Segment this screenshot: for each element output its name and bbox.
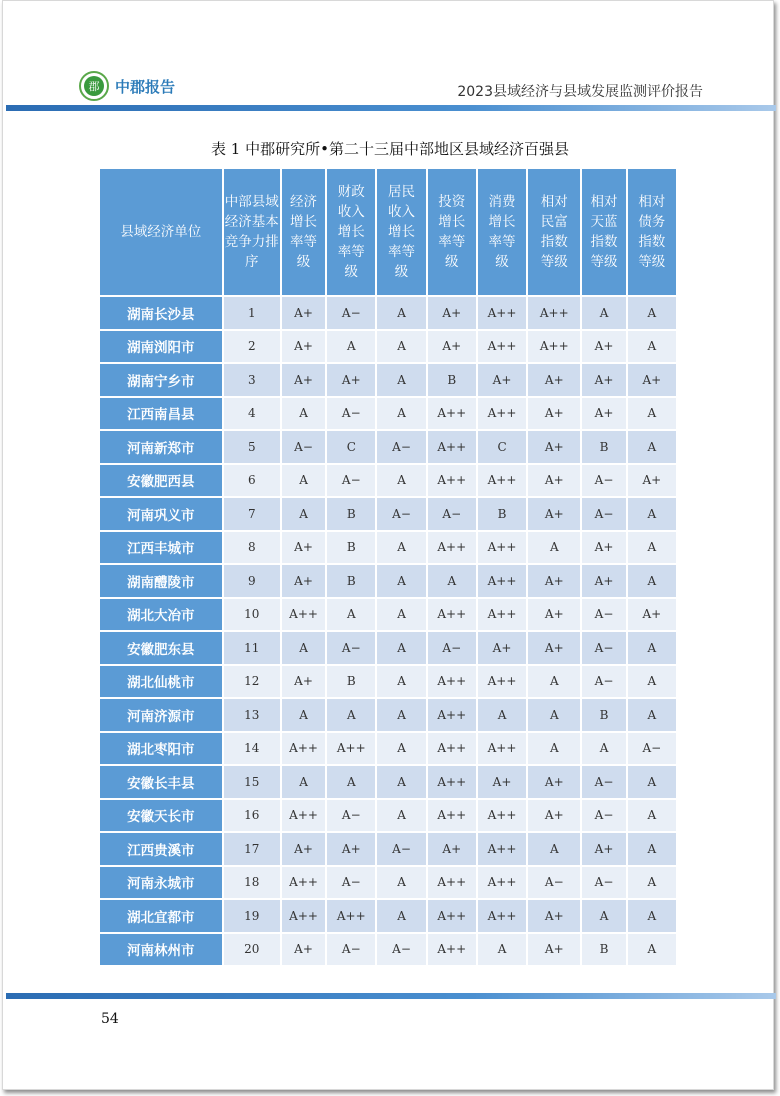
grade-cell: A++: [478, 900, 526, 932]
county-name-cell: 河南济源市: [100, 699, 222, 731]
table-row: [100, 800, 676, 832]
county-name-cell: 湖南长沙县: [100, 297, 222, 329]
grade-cell: A+: [528, 900, 580, 932]
grade-cell: A: [282, 465, 325, 497]
grade-cell: A: [377, 599, 425, 631]
rank-cell: 4: [224, 398, 280, 430]
grade-cell: A+: [528, 398, 580, 430]
grade-cell: A++: [478, 800, 526, 832]
grade-cell: B: [582, 699, 625, 731]
grade-cell: A++: [428, 599, 476, 631]
rank-cell: 12: [224, 666, 280, 698]
table-row: [100, 532, 676, 564]
grade-cell: A+: [528, 431, 580, 463]
grade-cell: A: [628, 766, 676, 798]
grade-cell: A++: [428, 867, 476, 899]
grade-cell: A−: [528, 867, 580, 899]
grade-cell: A: [377, 565, 425, 597]
table-row: [100, 934, 676, 966]
county-name-cell: 湖北大冶市: [100, 599, 222, 631]
column-header: 相对 民富 指数 等级: [528, 169, 580, 295]
grade-cell: A++: [428, 666, 476, 698]
rank-cell: 13: [224, 699, 280, 731]
grade-cell: A: [628, 666, 676, 698]
grade-cell: A++: [478, 833, 526, 865]
grade-cell: B: [327, 565, 375, 597]
grade-cell: C: [478, 431, 526, 463]
grade-cell: A+: [327, 833, 375, 865]
column-header: 县域经济单位: [100, 169, 222, 295]
county-name-cell: 河南新郑市: [100, 431, 222, 463]
grade-cell: A−: [628, 733, 676, 765]
column-header: 投资 增长 率等 级: [428, 169, 476, 295]
grade-cell: A: [377, 733, 425, 765]
rank-cell: 10: [224, 599, 280, 631]
grade-cell: A+: [528, 800, 580, 832]
rank-cell: 7: [224, 498, 280, 530]
grade-cell: A: [628, 800, 676, 832]
grade-cell: A−: [582, 632, 625, 664]
rank-cell: 11: [224, 632, 280, 664]
grade-cell: A−: [327, 934, 375, 966]
county-name-cell: 江西丰城市: [100, 532, 222, 564]
rank-cell: 9: [224, 565, 280, 597]
grade-cell: A: [628, 532, 676, 564]
grade-cell: A+: [282, 934, 325, 966]
table-row: [100, 699, 676, 731]
rank-cell: 5: [224, 431, 280, 463]
rank-cell: 1: [224, 297, 280, 329]
grade-cell: A+: [282, 532, 325, 564]
table-header-row: [100, 169, 676, 295]
grade-cell: A: [377, 699, 425, 731]
grade-cell: A−: [377, 498, 425, 530]
rank-cell: 18: [224, 867, 280, 899]
brand-name: 中郡报告: [115, 78, 176, 96]
grade-cell: A: [282, 398, 325, 430]
grade-cell: A−: [327, 632, 375, 664]
grade-cell: A−: [582, 800, 625, 832]
grade-cell: A+: [582, 833, 625, 865]
report-title: 2023县域经济与县域发展监测评价报告: [457, 84, 703, 100]
county-name-cell: 江西南昌县: [100, 398, 222, 430]
column-header: 中部县域 经济基本 竞争力排 序: [224, 169, 280, 295]
grade-cell: A+: [528, 632, 580, 664]
grade-cell: A++: [478, 599, 526, 631]
grade-cell: A++: [282, 733, 325, 765]
grade-cell: A: [628, 699, 676, 731]
county-name-cell: 河南林州市: [100, 934, 222, 966]
grade-cell: A+: [528, 766, 580, 798]
county-name-cell: 湖南宁乡市: [100, 364, 222, 396]
county-name-cell: 湖南醴陵市: [100, 565, 222, 597]
column-header: 相对 债务 指数 等级: [628, 169, 676, 295]
grade-cell: A: [582, 297, 625, 329]
table-row: [100, 900, 676, 932]
grade-cell: A: [327, 599, 375, 631]
grade-cell: A++: [428, 431, 476, 463]
table-body: [100, 297, 676, 965]
grade-cell: A: [377, 867, 425, 899]
grade-cell: A: [377, 465, 425, 497]
grade-cell: B: [327, 666, 375, 698]
rank-cell: 3: [224, 364, 280, 396]
table-row: [100, 465, 676, 497]
grade-cell: A++: [428, 532, 476, 564]
grade-cell: A−: [377, 431, 425, 463]
grade-cell: A−: [582, 867, 625, 899]
logo-char: 郡: [84, 76, 104, 96]
grade-cell: A: [628, 900, 676, 932]
grade-cell: A: [628, 867, 676, 899]
grade-cell: A+: [428, 297, 476, 329]
table-row: [100, 297, 676, 329]
rank-cell: 20: [224, 934, 280, 966]
grade-cell: A++: [327, 733, 375, 765]
grade-cell: A+: [628, 465, 676, 497]
grade-cell: A: [282, 766, 325, 798]
grade-cell: A+: [282, 833, 325, 865]
grade-cell: A: [628, 565, 676, 597]
table-row: [100, 498, 676, 530]
grade-cell: A++: [478, 297, 526, 329]
column-header: 消费 增长 率等 级: [478, 169, 526, 295]
grade-cell: A++: [428, 733, 476, 765]
grade-cell: A: [582, 733, 625, 765]
grade-cell: A: [528, 532, 580, 564]
table-row: [100, 733, 676, 765]
table-row: [100, 431, 676, 463]
grade-cell: A−: [582, 465, 625, 497]
grade-cell: A++: [478, 867, 526, 899]
grade-cell: A−: [377, 833, 425, 865]
grade-cell: C: [327, 431, 375, 463]
table-row: [100, 599, 676, 631]
grade-cell: A+: [478, 632, 526, 664]
grade-cell: A+: [478, 364, 526, 396]
grade-cell: A: [377, 900, 425, 932]
grade-cell: A++: [478, 532, 526, 564]
grade-cell: A++: [528, 297, 580, 329]
rank-cell: 17: [224, 833, 280, 865]
grade-cell: A+: [282, 297, 325, 329]
grade-cell: A: [282, 699, 325, 731]
grade-cell: A: [377, 666, 425, 698]
county-name-cell: 河南巩义市: [100, 498, 222, 530]
table-row: [100, 833, 676, 865]
grade-cell: A−: [327, 800, 375, 832]
grade-cell: A−: [282, 431, 325, 463]
grade-cell: A++: [282, 800, 325, 832]
grade-cell: B: [327, 498, 375, 530]
column-header: 经济 增长 率等 级: [282, 169, 325, 295]
grade-cell: A+: [528, 498, 580, 530]
grade-cell: A++: [478, 565, 526, 597]
grade-cell: A++: [428, 699, 476, 731]
rank-cell: 14: [224, 733, 280, 765]
grade-cell: A: [528, 666, 580, 698]
grade-cell: A−: [428, 632, 476, 664]
grade-cell: A+: [282, 666, 325, 698]
grade-cell: A−: [327, 297, 375, 329]
county-name-cell: 湖北宜都市: [100, 900, 222, 932]
grade-cell: A+: [282, 565, 325, 597]
table-row: [100, 766, 676, 798]
column-header: 相对 天蓝 指数 等级: [582, 169, 625, 295]
grade-cell: A: [428, 565, 476, 597]
grade-cell: A−: [377, 934, 425, 966]
grade-cell: A+: [528, 364, 580, 396]
grade-cell: A−: [327, 398, 375, 430]
grade-cell: A−: [327, 465, 375, 497]
column-header: 财政 收入 增长 率等 级: [327, 169, 375, 295]
grade-cell: B: [327, 532, 375, 564]
county-name-cell: 安徽长丰县: [100, 766, 222, 798]
grade-cell: B: [478, 498, 526, 530]
grade-cell: A: [628, 297, 676, 329]
grade-cell: A+: [428, 331, 476, 363]
grade-cell: A+: [528, 465, 580, 497]
grade-cell: A++: [478, 398, 526, 430]
grade-cell: A++: [428, 800, 476, 832]
ranking-table: [98, 167, 678, 967]
grade-cell: A+: [582, 331, 625, 363]
county-name-cell: 湖南浏阳市: [100, 331, 222, 363]
grade-cell: A++: [327, 900, 375, 932]
grade-cell: A+: [628, 599, 676, 631]
grade-cell: A++: [478, 465, 526, 497]
table-row: [100, 398, 676, 430]
rank-cell: 6: [224, 465, 280, 497]
logo-icon: [79, 71, 109, 101]
county-name-cell: 湖北仙桃市: [100, 666, 222, 698]
grade-cell: A++: [478, 733, 526, 765]
grade-cell: A: [327, 766, 375, 798]
rank-cell: 15: [224, 766, 280, 798]
grade-cell: A++: [282, 599, 325, 631]
column-header: 居民 收入 增长 率等 级: [377, 169, 425, 295]
grade-cell: A+: [582, 532, 625, 564]
grade-cell: A: [377, 766, 425, 798]
grade-cell: A++: [478, 666, 526, 698]
grade-cell: A: [377, 364, 425, 396]
grade-cell: A+: [582, 565, 625, 597]
grade-cell: A−: [582, 599, 625, 631]
grade-cell: A: [528, 699, 580, 731]
grade-cell: A++: [282, 900, 325, 932]
grade-cell: A++: [528, 331, 580, 363]
county-name-cell: 安徽肥东县: [100, 632, 222, 664]
grade-cell: A: [377, 632, 425, 664]
county-name-cell: 安徽天长市: [100, 800, 222, 832]
grade-cell: A: [628, 398, 676, 430]
table-row: [100, 632, 676, 664]
grade-cell: A++: [428, 398, 476, 430]
grade-cell: A++: [428, 766, 476, 798]
grade-cell: A+: [628, 364, 676, 396]
rank-cell: 16: [224, 800, 280, 832]
grade-cell: A+: [528, 599, 580, 631]
grade-cell: A++: [478, 331, 526, 363]
grade-cell: B: [428, 364, 476, 396]
county-name-cell: 湖北枣阳市: [100, 733, 222, 765]
footer-rule: [6, 993, 776, 999]
grade-cell: A: [282, 498, 325, 530]
table-row: [100, 867, 676, 899]
grade-cell: B: [582, 431, 625, 463]
grade-cell: A: [377, 331, 425, 363]
grade-cell: A: [628, 331, 676, 363]
grade-cell: A+: [582, 398, 625, 430]
grade-cell: A+: [478, 766, 526, 798]
grade-cell: A: [628, 498, 676, 530]
county-name-cell: 安徽肥西县: [100, 465, 222, 497]
rank-cell: 19: [224, 900, 280, 932]
page-number: 54: [101, 1011, 119, 1027]
grade-cell: A: [582, 900, 625, 932]
grade-cell: A: [377, 800, 425, 832]
grade-cell: A+: [327, 364, 375, 396]
table-row: [100, 364, 676, 396]
grade-cell: A: [377, 532, 425, 564]
grade-cell: A: [377, 297, 425, 329]
grade-cell: A: [377, 398, 425, 430]
grade-cell: A+: [282, 364, 325, 396]
rank-cell: 2: [224, 331, 280, 363]
grade-cell: A−: [428, 498, 476, 530]
county-name-cell: 江西贵溪市: [100, 833, 222, 865]
grade-cell: A: [327, 699, 375, 731]
table-row: [100, 666, 676, 698]
grade-cell: A: [628, 431, 676, 463]
grade-cell: A+: [528, 565, 580, 597]
grade-cell: A−: [582, 498, 625, 530]
grade-cell: A: [478, 934, 526, 966]
rank-cell: 8: [224, 532, 280, 564]
grade-cell: A++: [428, 900, 476, 932]
grade-cell: A−: [582, 766, 625, 798]
grade-cell: A+: [428, 833, 476, 865]
grade-cell: A++: [428, 465, 476, 497]
table-row: [100, 565, 676, 597]
grade-cell: A+: [282, 331, 325, 363]
table-title: 表 1 中郡研究所•第二十三届中部地区县域经济百强县: [211, 140, 569, 158]
grade-cell: A: [282, 632, 325, 664]
grade-cell: A: [628, 934, 676, 966]
grade-cell: A−: [327, 867, 375, 899]
grade-cell: A+: [582, 364, 625, 396]
grade-cell: A: [327, 331, 375, 363]
grade-cell: A: [528, 733, 580, 765]
grade-cell: A: [528, 833, 580, 865]
grade-cell: A++: [428, 934, 476, 966]
grade-cell: A++: [282, 867, 325, 899]
grade-cell: B: [582, 934, 625, 966]
grade-cell: A: [478, 699, 526, 731]
grade-cell: A: [628, 632, 676, 664]
grade-cell: A: [628, 833, 676, 865]
header-rule: [6, 105, 776, 111]
county-name-cell: 河南永城市: [100, 867, 222, 899]
table-row: [100, 331, 676, 363]
grade-cell: A+: [528, 934, 580, 966]
grade-cell: A−: [582, 666, 625, 698]
